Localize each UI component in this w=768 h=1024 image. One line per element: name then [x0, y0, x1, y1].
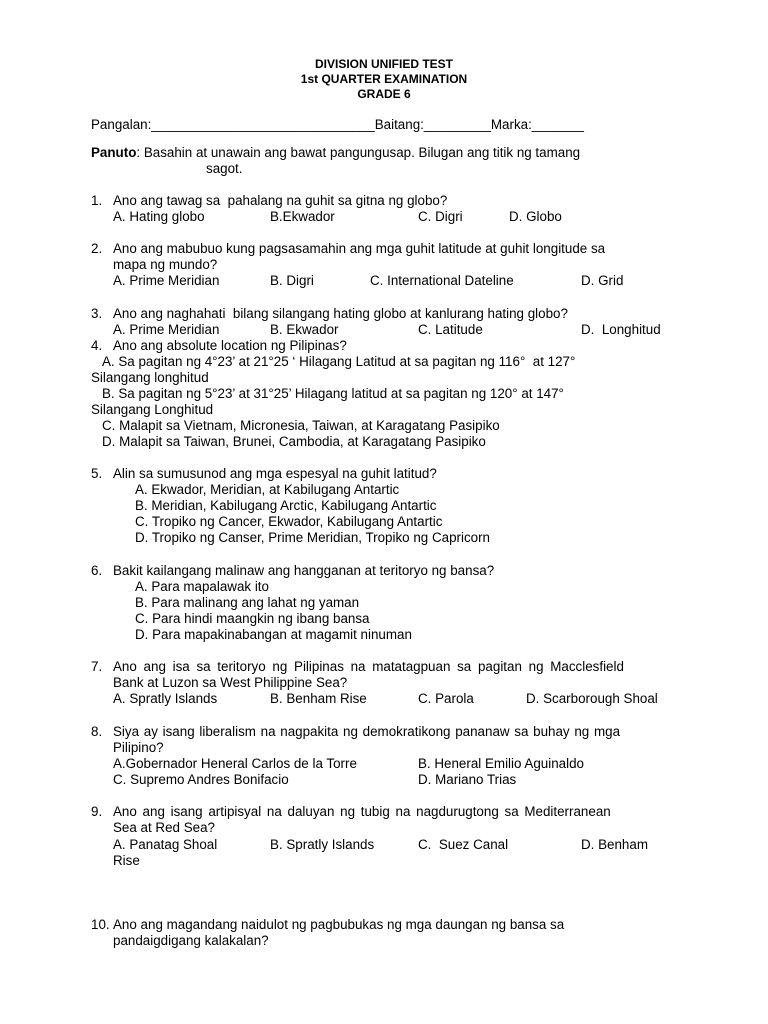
instructions-text: : Basahin at unawain ang bawat pangungusap. Bilugan ang titik ng tamang	[136, 145, 581, 160]
question-number: 3.	[91, 306, 103, 321]
choice: D. Globo	[509, 209, 562, 224]
choice: A. Panatag Shoal	[113, 837, 218, 852]
choice: C. Parola	[418, 691, 474, 706]
choice: B. Benham Rise	[270, 691, 367, 706]
choice: B. Meridian, Kabilugang Arctic, Kabilugang Antartic	[135, 498, 437, 513]
question-text-cont: mapa ng mundo?	[113, 257, 218, 272]
question-number: 2.	[91, 241, 103, 256]
choice: C. Latitude	[418, 322, 483, 337]
choice: D. Para mapakinabangan at magamit ninuman	[135, 627, 412, 642]
choice: C. Para hindi maangkin ng ibang bansa	[135, 611, 370, 626]
question-text-cont: Sea at Red Sea?	[113, 820, 215, 835]
question-text: Bakit kailangang malinaw ang hangganan at teritoryo ng bansa?	[113, 563, 495, 578]
question-number: 1.	[91, 193, 103, 208]
question-number: 4.	[91, 338, 103, 353]
choice: B. Heneral Emilio Aguinaldo	[418, 756, 584, 771]
choice: D. Mariano Trias	[418, 772, 517, 787]
choice: B. Spratly Islands	[270, 837, 375, 852]
choice: B.Ekwador	[270, 209, 335, 224]
question-text: Ano ang tawag sa pahalang na guhit sa gitna ng globo?	[113, 193, 448, 208]
choice: A. Ekwador, Meridian, at Kabilugang Antartic	[135, 482, 400, 497]
question-text-cont: Bank at Luzon sa West Philippine Sea?	[113, 675, 348, 690]
question-number: 10.	[91, 917, 110, 932]
choice: C. Malapit sa Vietnam, Micronesia, Taiwan, at Karagatang Pasipiko	[102, 418, 500, 433]
question-text: Ano ang isa sa teritoryo ng Pilipinas na matatagpuan sa pagitan ng Macclesfield	[113, 659, 624, 674]
choice: B. Ekwador	[270, 322, 339, 337]
choice: A. Prime Meridian	[113, 273, 220, 288]
choice: B. Para malinang ang lahat ng yaman	[135, 595, 360, 610]
choice: D. Longhitud	[581, 322, 661, 337]
question-text: Siya ay isang liberalism na nagpakita ng demokratikong pananaw sa buhay ng mga	[113, 724, 621, 739]
choice: C. Digri	[418, 209, 463, 224]
choice-cont: Silangang Longhitud	[91, 402, 214, 417]
choice-cont: Rise	[113, 853, 140, 868]
choice: D. Grid	[581, 273, 624, 288]
doc-grade: GRADE 6	[357, 87, 411, 101]
choice: A. Hating globo	[113, 209, 205, 224]
choice: C. Supremo Andres Bonifacio	[113, 772, 289, 787]
choice: A.Gobernador Heneral Carlos de la Torre	[113, 756, 357, 771]
choice: D. Scarborough Shoal	[526, 691, 658, 706]
question-text: Ano ang isang artipisyal na daluyan ng tubig na nagdurugtong sa Mediterranean	[113, 804, 611, 819]
choice-cont: Silangang longhitud	[91, 370, 209, 385]
question-text: Ano ang absolute location ng Pilipinas?	[113, 338, 347, 353]
choice: B. Sa pagitan ng 5°23’ at 31°25’ Hilagang latitud at sa pagitan ng 120° at 147°	[102, 386, 564, 401]
choice: C. Tropiko ng Cancer, Ekwador, Kabilugang Antartic	[135, 514, 443, 529]
question-number: 5.	[91, 466, 103, 481]
choice: A. Spratly Islands	[113, 691, 218, 706]
question-text: Ano ang mabubuo kung pagsasamahin ang mga guhit latitude at guhit longitude sa	[113, 241, 606, 256]
question-text-cont: pandaigdigang kalakalan?	[113, 933, 269, 948]
choice: A. Prime Meridian	[113, 322, 220, 337]
choice: A. Para mapalawak ito	[135, 579, 269, 594]
question-number: 8.	[91, 724, 103, 739]
choice: D. Malapit sa Taiwan, Brunei, Cambodia, at Karagatang Pasipiko	[102, 434, 486, 449]
question-number: 6.	[91, 563, 103, 578]
question-text: Ano ang naghahati bilang silangang hating globo at kanlurang hating globo?	[113, 306, 568, 321]
question-number: 9.	[91, 804, 103, 819]
question-text: Ano ang magandang naidulot ng pagbubukas ng mga daungan ng bansa sa	[113, 917, 565, 932]
instructions-label: Panuto	[91, 145, 137, 160]
choice: A. Sa pagitan ng 4°23’ at 21°25 ‘ Hilagang Latitud at sa pagitan ng 116° at 127°	[102, 354, 576, 369]
instructions	[91, 146, 580, 159]
question-text-cont: Pilipino?	[113, 740, 164, 755]
choice: B. Digri	[270, 273, 314, 288]
choice: C. Suez Canal	[418, 837, 509, 852]
instructions-cont: sagot.	[206, 161, 243, 176]
student-info-line: Pangalan:______________________________Baitang:_________Marka:_______	[91, 117, 584, 132]
doc-subtitle: 1st QUARTER EXAMINATION	[300, 72, 468, 86]
choice: D. Benham	[581, 837, 648, 852]
doc-title: DIVISION UNIFIED TEST	[314, 57, 453, 71]
question-number: 7.	[91, 659, 103, 674]
question-text: Alin sa sumusunod ang mga espesyal na guhit latitud?	[113, 466, 437, 481]
choice: D. Tropiko ng Canser, Prime Meridian, Tropiko ng Capricorn	[135, 530, 491, 545]
choice: C. International Dateline	[370, 273, 514, 288]
